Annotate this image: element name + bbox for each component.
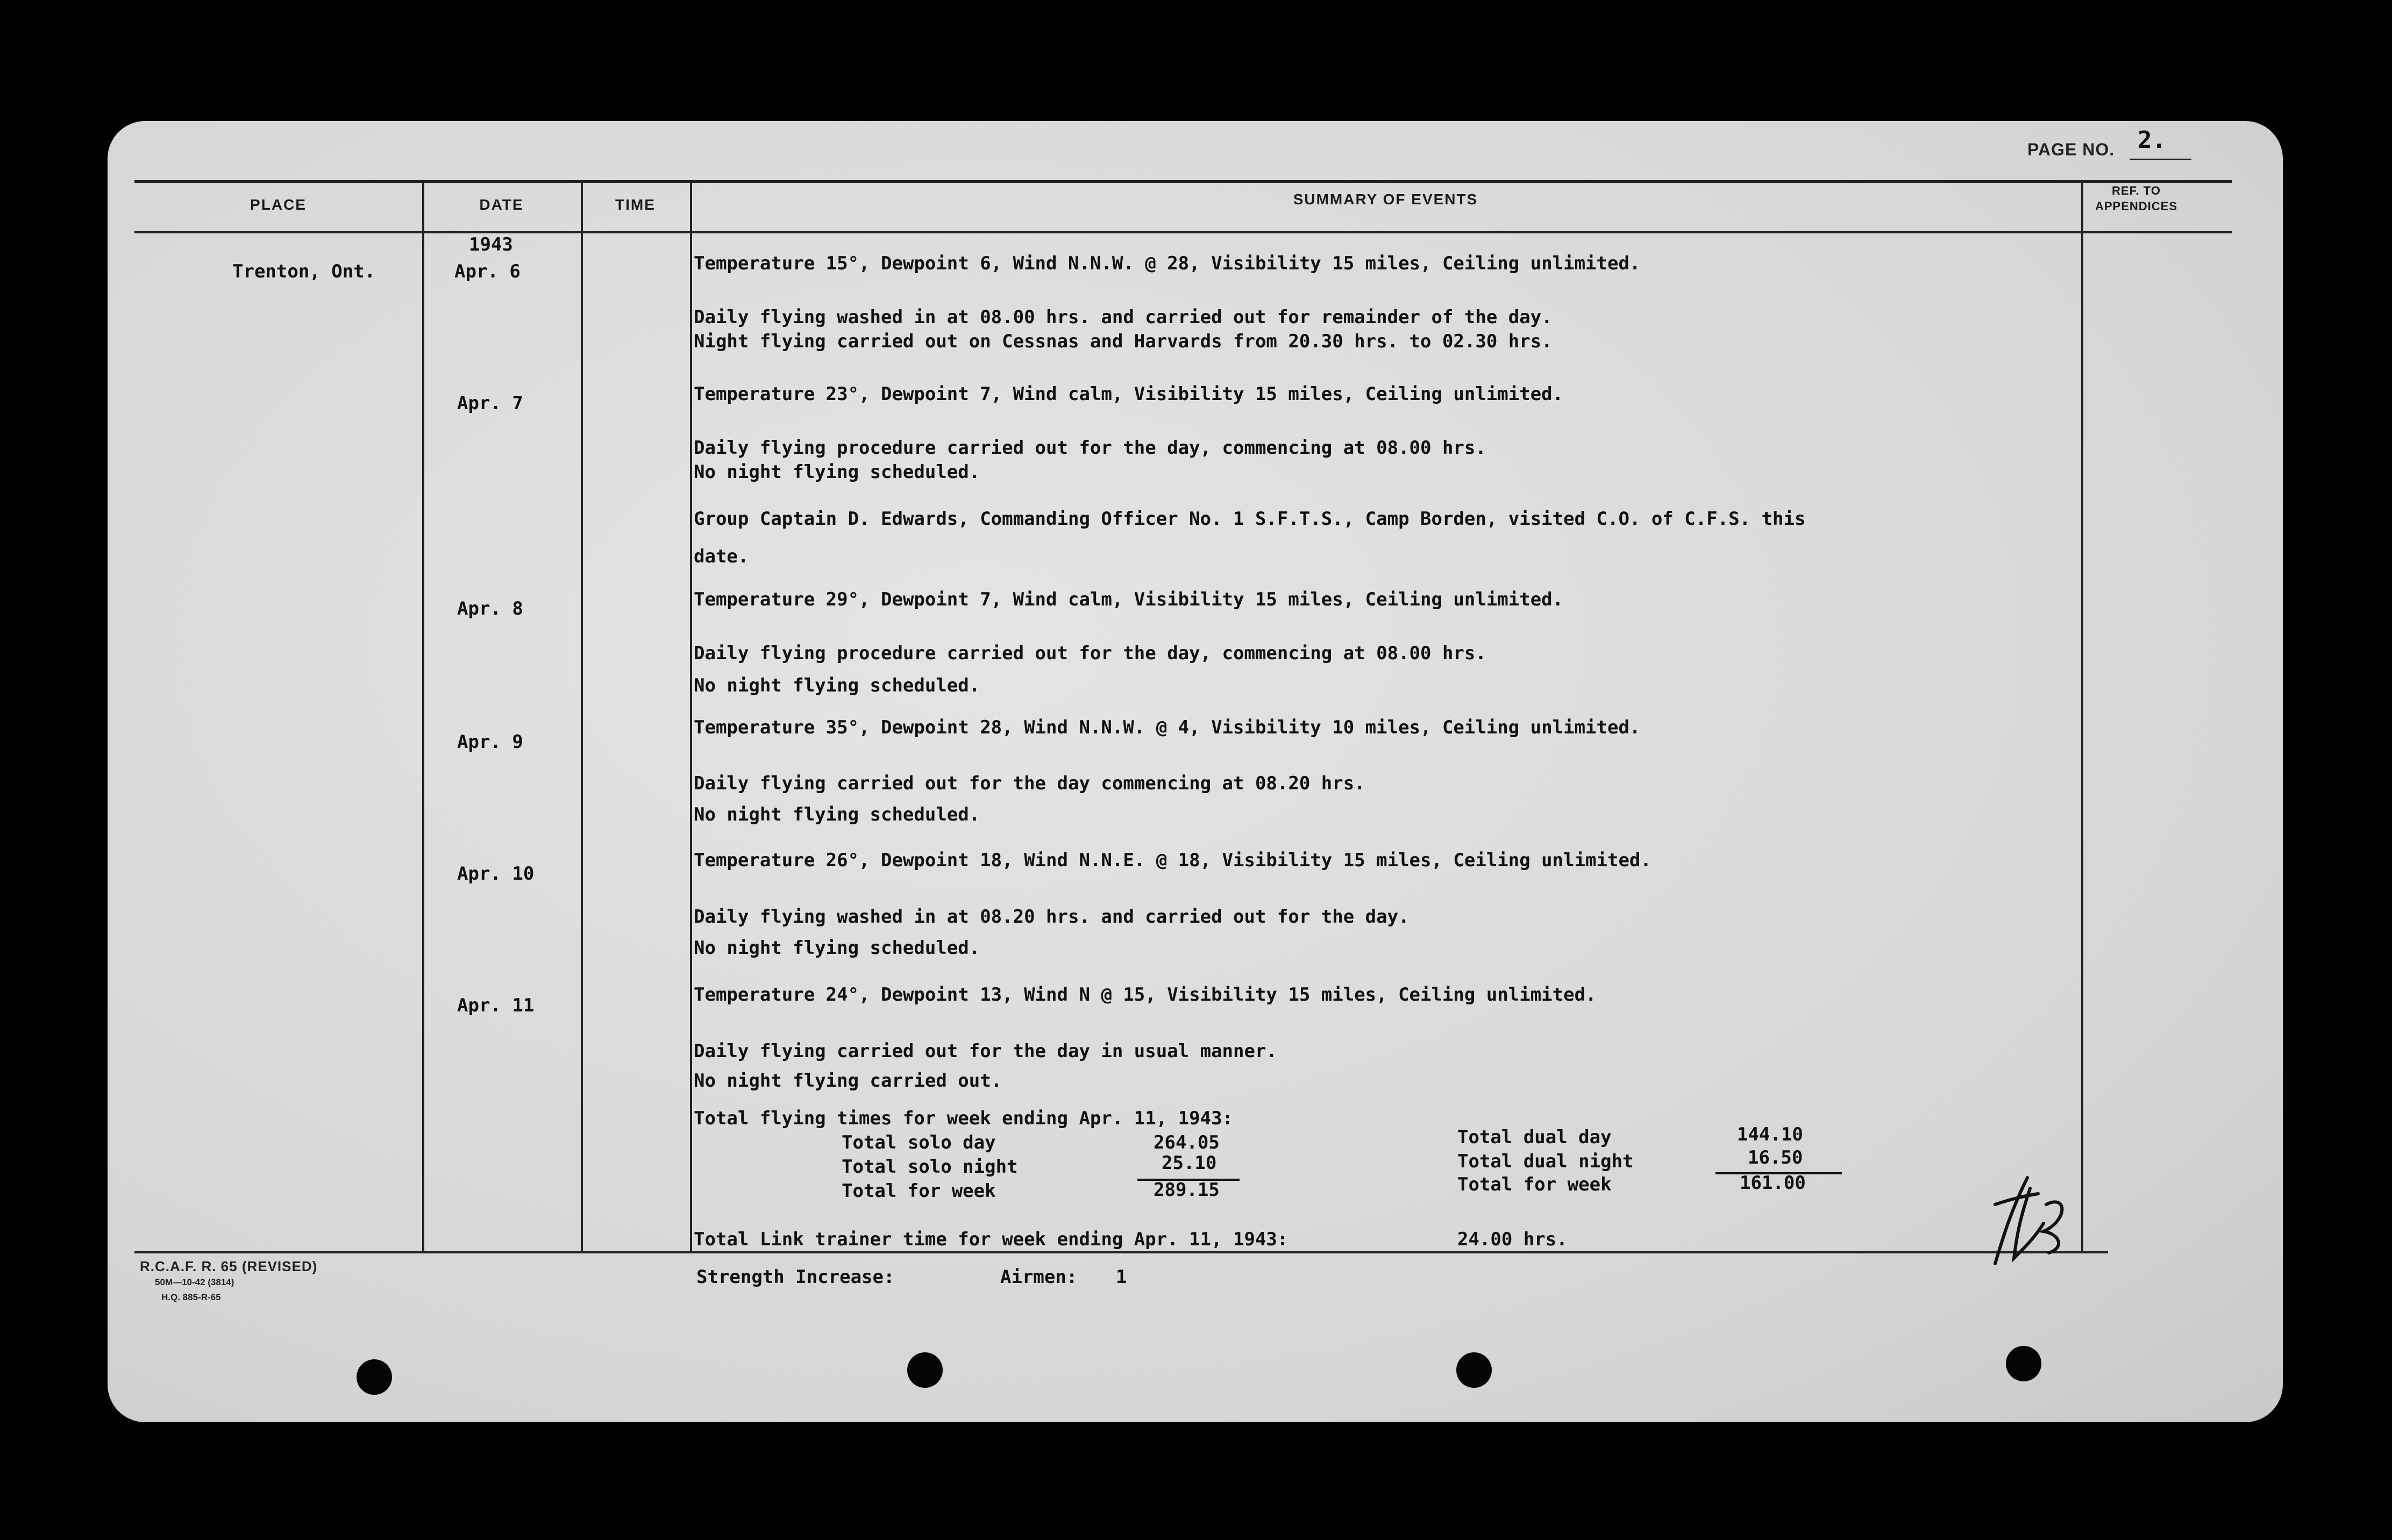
- date-apr-10: Apr. 10: [457, 863, 535, 885]
- page-no-label: PAGE NO.: [2027, 140, 2115, 159]
- form-id-line-1: R.C.A.F. R. 65 (REVISED): [140, 1258, 318, 1274]
- link-trainer-value: 24.00 hrs.: [1457, 1229, 1568, 1250]
- header-summary-of-events: SUMMARY OF EVENTS: [1293, 191, 1478, 208]
- ref-line-1: REF. TO: [2112, 184, 2161, 197]
- solo-day-value: 264.05: [1154, 1132, 1220, 1153]
- event-line: Daily flying carried out for the day in usual manner.: [694, 1040, 1277, 1062]
- event-line: No night flying scheduled.: [694, 804, 980, 825]
- place-cell: Trenton, Ont.: [232, 261, 376, 282]
- event-line: date.: [694, 546, 749, 567]
- solo-week-label: Total for week: [842, 1180, 996, 1202]
- strength-increase-label: Strength Increase:: [696, 1266, 895, 1288]
- strength-airmen-label: Airmen:: [1000, 1266, 1078, 1288]
- punch-hole: [1456, 1352, 1492, 1388]
- solo-night-value: 25.10: [1162, 1152, 1217, 1174]
- dual-day-label: Total dual day: [1457, 1127, 1612, 1148]
- table-top-rule: [134, 180, 2232, 183]
- date-apr-6: Apr. 6: [454, 261, 521, 282]
- header-bottom-rule: [134, 231, 2232, 233]
- punch-hole: [907, 1352, 943, 1388]
- event-line: No night flying scheduled.: [694, 937, 980, 959]
- header-time: TIME: [615, 196, 656, 213]
- page-no-value: 2.: [2138, 126, 2166, 154]
- event-line: No night flying carried out.: [694, 1070, 1002, 1092]
- solo-day-label: Total solo day: [842, 1132, 996, 1153]
- event-line: Temperature 24°, Dewpoint 13, Wind N @ 15, Visibility 15 miles, Ceiling unlimited.: [694, 984, 1597, 1006]
- ref-line-2: APPENDICES: [2095, 199, 2178, 213]
- event-line: Daily flying procedure carried out for the day, commencing at 08.00 hrs.: [694, 643, 1486, 664]
- date-apr-8: Apr. 8: [457, 598, 523, 619]
- date-apr-9: Apr. 9: [457, 731, 523, 753]
- solo-week-value: 289.15: [1154, 1179, 1220, 1201]
- page-no-underline: [2130, 159, 2191, 160]
- strength-airmen-value: 1: [1116, 1266, 1127, 1288]
- header-ref-to-appendices: [2084, 183, 2189, 214]
- dual-week-label: Total for week: [1457, 1174, 1612, 1195]
- solo-night-label: Total solo night: [842, 1156, 1018, 1178]
- year-cell: 1943: [469, 234, 513, 255]
- event-line: No night flying scheduled.: [694, 675, 980, 696]
- date-apr-7: Apr. 7: [457, 393, 523, 414]
- header-place: PLACE: [250, 196, 307, 213]
- handwritten-initials: [1974, 1172, 2076, 1269]
- form-id-line-3: H.Q. 885-R-65: [161, 1292, 221, 1302]
- event-line: Daily flying carried out for the day commencing at 08.20 hrs.: [694, 773, 1365, 794]
- date-apr-11: Apr. 11: [457, 995, 535, 1016]
- event-line: Temperature 23°, Dewpoint 7, Wind calm, Visibility 15 miles, Ceiling unlimited.: [694, 383, 1564, 405]
- event-line: Daily flying procedure carried out for the day, commencing at 08.00 hrs.: [694, 437, 1486, 459]
- form-id-line-2: 50M—10-42 (3814): [155, 1277, 234, 1287]
- dual-day-value: 144.10: [1737, 1124, 1803, 1145]
- event-line: Temperature 35°, Dewpoint 28, Wind N.N.W. @ 4, Visibility 10 miles, Ceiling unlimited.: [694, 717, 1641, 738]
- event-line: Temperature 29°, Dewpoint 7, Wind calm, Visibility 15 miles, Ceiling unlimited.: [694, 589, 1564, 610]
- col-divider-summary-ref: [2081, 180, 2083, 1252]
- punch-hole: [2006, 1346, 2041, 1381]
- event-line: Night flying carried out on Cessnas and Harvards from 20.30 hrs. to 02.30 hrs.: [694, 331, 1553, 352]
- col-divider-time-summary: [690, 180, 692, 1252]
- event-line: Temperature 26°, Dewpoint 18, Wind N.N.E. @ 18, Visibility 15 miles, Ceiling unlimited.: [694, 850, 1651, 871]
- event-line: Group Captain D. Edwards, Commanding Officer No. 1 S.F.T.S., Camp Borden, visited C.O. of C.F.S. this: [694, 508, 1806, 530]
- col-divider-place-date: [422, 180, 424, 1252]
- col-divider-date-time: [581, 180, 583, 1252]
- event-line: Daily flying washed in at 08.20 hrs. and carried out for the day.: [694, 906, 1409, 928]
- totals-heading: Total flying times for week ending Apr. 11, 1943:: [694, 1108, 1234, 1129]
- dual-night-value: 16.50: [1748, 1147, 1803, 1168]
- dual-week-value: 161.00: [1740, 1172, 1806, 1194]
- diary-form-card: [108, 121, 2283, 1422]
- event-line: Temperature 15°, Dewpoint 6, Wind N.N.W. @ 28, Visibility 15 miles, Ceiling unlimited.: [694, 253, 1641, 274]
- table-bottom-rule: [134, 1251, 2108, 1253]
- event-line: No night flying scheduled.: [694, 461, 980, 483]
- event-line: Daily flying washed in at 08.00 hrs. and carried out for remainder of the day.: [694, 306, 1553, 328]
- dual-night-label: Total dual night: [1457, 1151, 1634, 1172]
- punch-hole: [357, 1359, 392, 1395]
- link-trainer-label: Total Link trainer time for week ending Apr. 11, 1943:: [694, 1229, 1288, 1250]
- header-date: DATE: [479, 196, 524, 213]
